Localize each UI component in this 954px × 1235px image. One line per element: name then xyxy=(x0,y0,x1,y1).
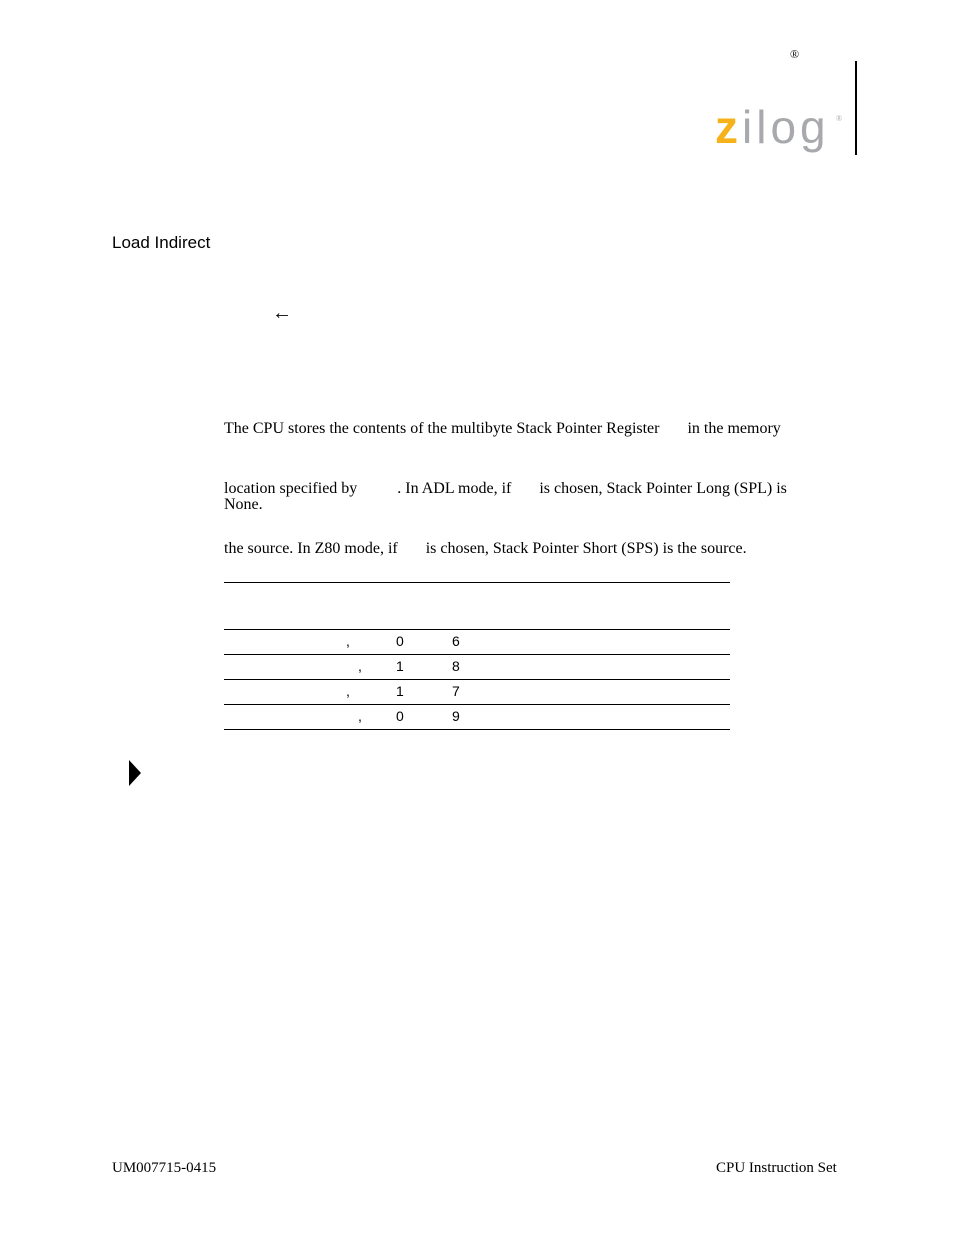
table-header xyxy=(224,583,730,630)
table-cell-comma: , xyxy=(358,708,362,724)
logo-letters-ilog: ilog xyxy=(742,101,830,153)
logo-registered-mark: ® xyxy=(836,114,843,123)
header-divider xyxy=(855,61,857,155)
section-heading: Load Indirect xyxy=(112,233,211,252)
table-row xyxy=(224,655,730,680)
table-cell-comma: , xyxy=(346,633,350,649)
table-cell-b: 7 xyxy=(452,683,460,699)
table-cell-a: 0 xyxy=(396,633,404,649)
condition-bits-text: None. xyxy=(224,496,263,513)
table-row xyxy=(224,705,730,730)
operation-arrow: ← xyxy=(272,302,292,324)
description-line: The CPU stores the contents of the multibyte Stack Pointer Register in the memory xyxy=(224,420,781,437)
table-row xyxy=(224,630,730,655)
table-cell-comma: , xyxy=(346,683,350,699)
table-cell-b: 8 xyxy=(452,658,460,674)
table-row xyxy=(224,680,730,705)
zilog-logo xyxy=(715,101,830,153)
table-cell-a: 1 xyxy=(396,683,404,699)
table-cell-b: 9 xyxy=(452,708,460,724)
description-paragraph xyxy=(224,379,787,579)
table-cell-b: 6 xyxy=(452,633,460,649)
table-cell-a: 1 xyxy=(396,658,404,674)
table-cell-a: 0 xyxy=(396,708,404,724)
registered-mark: ® xyxy=(790,47,800,61)
logo-letter-z: z xyxy=(715,101,742,153)
footer-doc-number: UM007715-0415 xyxy=(112,1160,217,1176)
description-line: the source. In Z80 mode, if is chosen, Stack Pointer Short (SPS) is the source. xyxy=(224,540,747,557)
table-cell-comma: , xyxy=(358,658,362,674)
opcode-table xyxy=(224,582,730,730)
footer-section-title: CPU Instruction Set xyxy=(716,1160,837,1176)
triangle-marker-icon xyxy=(129,760,141,786)
description-line: location specified by . In ADL mode, if is chosen, Stack Pointer Long (SPL) is xyxy=(224,480,787,497)
